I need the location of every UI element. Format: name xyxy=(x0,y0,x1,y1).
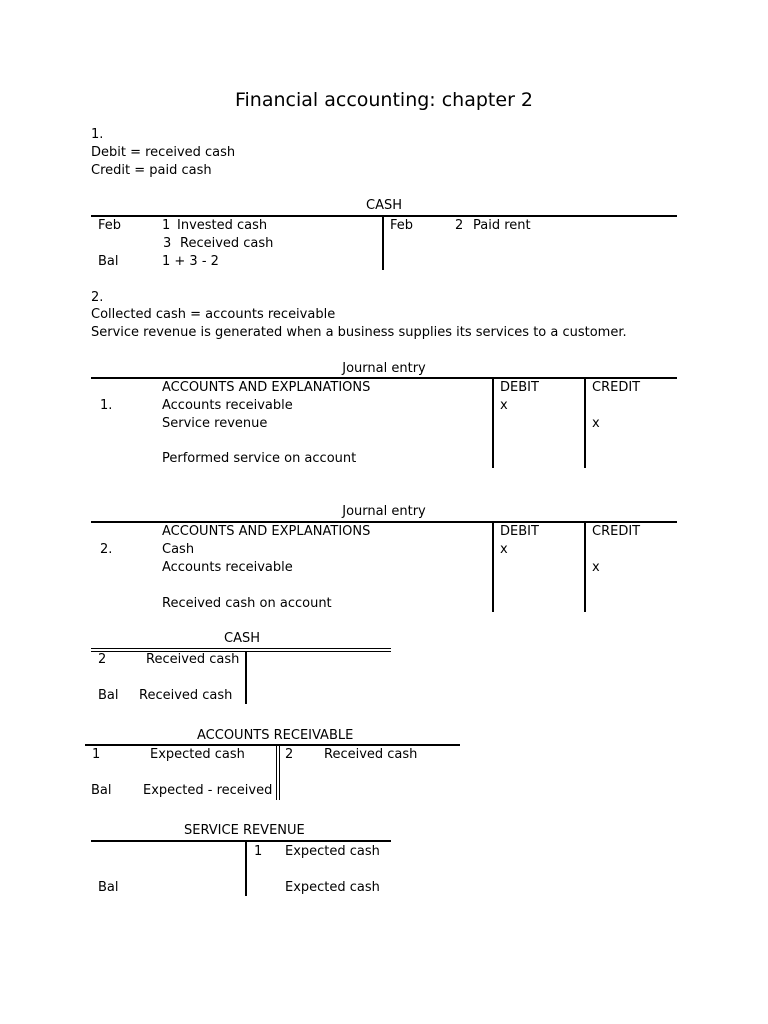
t-account-heading: SERVICE REVENUE xyxy=(184,823,305,838)
t-row-text: Paid rent xyxy=(473,218,531,233)
journal-divider xyxy=(492,522,494,612)
journal-heading: Journal entry xyxy=(342,504,426,519)
t-row-number: 2 xyxy=(455,218,464,233)
t-account-divider xyxy=(276,745,277,800)
t-row-text: Expected cash xyxy=(285,880,380,895)
t-account-heading: CASH xyxy=(224,631,260,646)
t-row-text: Expected cash xyxy=(285,844,380,859)
journal-debit-mark: x xyxy=(500,398,508,413)
journal-col-header: ACCOUNTS AND EXPLANATIONS xyxy=(162,380,371,395)
t-row-number: 1 xyxy=(92,747,101,762)
journal-credit-mark: x xyxy=(592,560,600,575)
journal-debit-mark: x xyxy=(500,542,508,557)
t-row-text: 1 + 3 - 2 xyxy=(162,254,219,269)
journal-top-rule xyxy=(91,377,677,379)
journal-divider xyxy=(492,378,494,468)
page-title: Financial accounting: chapter 2 xyxy=(234,89,534,111)
credit-definition: Credit = paid cash xyxy=(91,163,212,178)
journal-col-header: DEBIT xyxy=(500,380,539,395)
t-account-top-rule xyxy=(85,744,460,746)
section-number: 1. xyxy=(91,127,104,142)
t-row-number: 1 xyxy=(254,844,263,859)
journal-col-header: ACCOUNTS AND EXPLANATIONS xyxy=(162,524,371,539)
journal-credit-mark: x xyxy=(592,416,600,431)
journal-col-header: CREDIT xyxy=(592,380,641,395)
t-row-text: Received cash xyxy=(180,236,274,251)
t-row-text: Received cash xyxy=(324,747,418,762)
journal-account: Cash xyxy=(162,542,195,557)
t-row-number: 3 xyxy=(163,236,172,251)
service-revenue-definition: Service revenue is generated when a business supplies its services to a customer. xyxy=(91,325,627,340)
t-row-label: Feb xyxy=(98,218,122,233)
journal-account: Accounts receivable xyxy=(162,398,293,413)
section-number: 2. xyxy=(91,290,104,305)
journal-col-header: DEBIT xyxy=(500,524,539,539)
debit-definition: Debit = received cash xyxy=(91,145,236,160)
t-account-divider xyxy=(382,216,384,270)
t-account-divider xyxy=(279,745,280,800)
t-account-top-rule xyxy=(91,651,391,652)
t-row-text: Received cash xyxy=(146,652,240,667)
journal-divider xyxy=(584,522,586,612)
t-row-text: Received cash xyxy=(139,688,233,703)
t-row-number: 2 xyxy=(98,652,107,667)
journal-divider xyxy=(584,378,586,468)
t-row-label: Bal xyxy=(91,783,112,798)
journal-entry-number: 2. xyxy=(100,542,113,557)
t-account-heading: ACCOUNTS RECEIVABLE xyxy=(197,728,354,743)
t-account-heading: CASH xyxy=(366,198,402,213)
t-row-number: 2 xyxy=(285,747,294,762)
t-account-divider xyxy=(245,841,247,896)
t-row-number: 1 xyxy=(162,218,171,233)
t-account-top-rule xyxy=(91,648,391,649)
t-row-text: Expected - received xyxy=(143,783,273,798)
t-row-label: Bal xyxy=(98,880,119,895)
journal-account: Accounts receivable xyxy=(162,560,293,575)
journal-explanation: Performed service on account xyxy=(162,451,357,466)
journal-entry-number: 1. xyxy=(100,398,113,413)
journal-account: Service revenue xyxy=(162,416,268,431)
journal-heading: Journal entry xyxy=(342,361,426,376)
t-row-text: Expected cash xyxy=(150,747,245,762)
journal-col-header: CREDIT xyxy=(592,524,641,539)
collected-cash-definition: Collected cash = accounts receivable xyxy=(91,307,336,322)
t-account-top-rule xyxy=(91,840,391,842)
t-row-text: Invested cash xyxy=(177,218,268,233)
journal-explanation: Received cash on account xyxy=(162,596,332,611)
t-account-top-rule xyxy=(91,215,677,217)
t-account-divider xyxy=(245,652,247,704)
t-row-label: Bal xyxy=(98,688,119,703)
t-row-label: Feb xyxy=(390,218,414,233)
t-row-label: Bal xyxy=(98,254,119,269)
journal-top-rule xyxy=(91,521,677,523)
